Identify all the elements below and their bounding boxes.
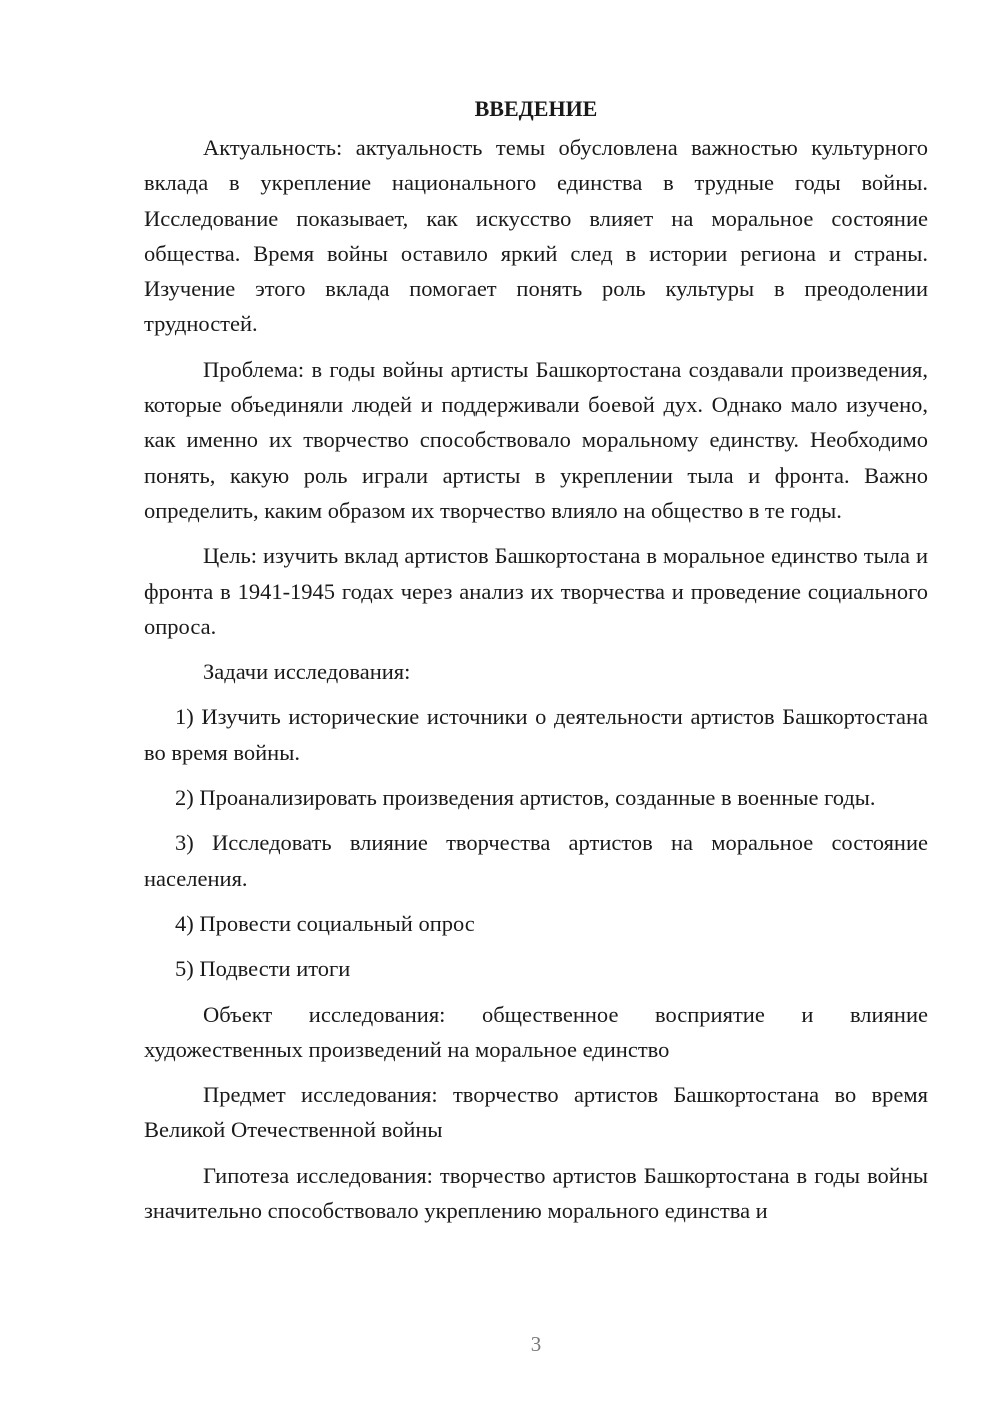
subject-paragraph: Предмет исследования: творчество артистов Башкортостана во время Великой Отечественной войны bbox=[144, 1082, 928, 1143]
relevance-paragraph: Актуальность: актуальность темы обусловлена важностью культурного вклада в укрепление национального единства в трудные годы войны. Исследование показывает, как искусство влияет на моральное состояние общества. Время войны оставило яркий след в истории региона и страны. Изучение этого вклада помогает понять роль культуры в преодолении трудностей. bbox=[144, 135, 928, 337]
page-number: 3 bbox=[530, 1332, 542, 1356]
task-item-5: 5) Подвести итоги bbox=[175, 956, 351, 982]
task-item-4: 4) Провести социальный опрос bbox=[175, 910, 475, 936]
task-item-2: 2) Проанализировать произведения артистов, созданные в военные годы. bbox=[175, 785, 876, 811]
tasks-title: Задачи исследования: bbox=[203, 659, 411, 685]
section-heading: ВВЕДЕНИЕ bbox=[474, 96, 598, 121]
problem-paragraph: Проблема: в годы войны артисты Башкортостана создавали произведения, которые объединяли людей и поддерживали боевой дух. Однако мало изучено, как именно их творчество способствовало моральному единству. Необходимо понять, какую роль играли артисты в укреплении тыла и фронта. Важно определить, каким образом их творчество влияло на общество в те годы. bbox=[144, 356, 928, 523]
document-page bbox=[144, 92, 928, 1238]
goal-paragraph: Цель: изучить вклад артистов Башкортостана в моральное единство тыла и фронта в 1941-1945 годах через анализ их творчества и проведение социального опроса. bbox=[144, 543, 928, 639]
object-paragraph: Объект исследования: общественное восприятие и влияние художественных произведений на моральное единство bbox=[144, 1001, 928, 1062]
task-item-3: 3) Исследовать влияние творчества артистов на моральное состояние населения. bbox=[144, 830, 928, 891]
hypothesis-paragraph: Гипотеза исследования: творчество артистов Башкортостана в годы войны значительно способствовало укреплению морального единства и bbox=[144, 1162, 928, 1224]
task-item-1: 1) Изучить исторические источники о деятельности артистов Башкортостана во время войны. bbox=[144, 704, 928, 765]
